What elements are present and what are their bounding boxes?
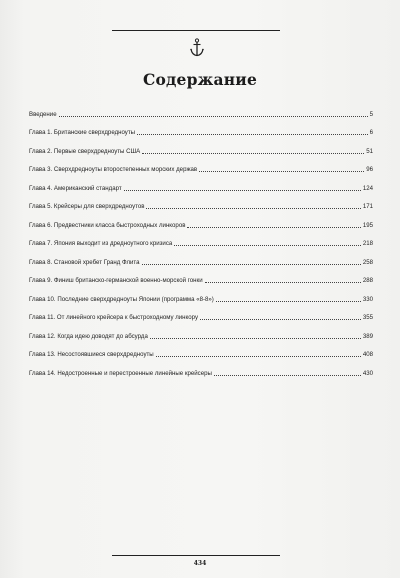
toc-entry-title: Глава 9. Финиш британско-германской военно-морской гонки xyxy=(29,277,203,284)
toc-entry xyxy=(29,211,373,230)
top-rule xyxy=(112,30,280,31)
toc-entry-title: Глава 11. От линейного крейсера к быстроходному линкору xyxy=(29,314,199,321)
dot-leader xyxy=(137,134,368,135)
toc-entry-title: Глава 5. Крейсеры для сверхдредноутов xyxy=(29,203,145,210)
dot-leader xyxy=(187,227,360,228)
dot-leader xyxy=(200,319,361,320)
toc-entry-page: 51 xyxy=(366,147,373,155)
toc-entry xyxy=(29,100,373,119)
toc-entry xyxy=(29,137,373,156)
toc-entry-page: 5 xyxy=(369,110,373,118)
toc-entry-page: 218 xyxy=(362,240,373,247)
toc-entry-page: 330 xyxy=(362,295,373,303)
toc-entry-title: Глава 3. Сверхдредноуты второстепенных морских держав xyxy=(29,166,198,173)
dot-leader xyxy=(214,375,361,376)
table-of-contents xyxy=(29,100,373,378)
dot-leader xyxy=(142,153,364,154)
toc-entry xyxy=(29,359,373,378)
toc-entry xyxy=(29,230,373,249)
toc-entry xyxy=(29,248,373,267)
toc-entry xyxy=(29,341,373,360)
toc-entry xyxy=(29,304,373,323)
anchor-icon xyxy=(189,38,205,58)
toc-entry-page: 430 xyxy=(362,369,373,377)
toc-entry-page: 171 xyxy=(362,203,373,210)
toc-entry-page: 124 xyxy=(362,184,373,192)
toc-entry-page: 258 xyxy=(362,258,373,266)
dot-leader xyxy=(146,208,360,209)
toc-entry-page: 355 xyxy=(362,314,373,321)
toc-entry-title: Глава 1. Британские сверхдредноуты xyxy=(29,129,136,136)
bottom-rule xyxy=(112,555,280,556)
toc-entry xyxy=(29,174,373,193)
dot-leader xyxy=(142,264,361,265)
dot-leader xyxy=(150,338,361,339)
page-number: 434 xyxy=(193,560,207,567)
toc-entry-title: Глава 4. Американский стандарт xyxy=(29,184,122,192)
dot-leader xyxy=(59,116,368,117)
toc-entry-page: 96 xyxy=(366,166,373,173)
toc-entry-title: Глава 6. Предвестники класса быстроходных линкоров xyxy=(29,221,186,229)
toc-entry xyxy=(29,285,373,304)
toc-entry xyxy=(29,322,373,341)
toc-entry-title: Глава 7. Япония выходит из дредноутного кризиса xyxy=(29,240,173,247)
toc-entry xyxy=(29,267,373,286)
dot-leader xyxy=(216,301,361,302)
toc-entry-title: Глава 10. Последние сверхдредноуты Японии (программа «8-8») xyxy=(29,295,214,303)
toc-entry-page: 6 xyxy=(369,129,373,136)
dot-leader xyxy=(205,282,361,283)
toc-entry-page: 389 xyxy=(362,332,373,340)
toc-entry xyxy=(29,193,373,212)
page-title: Содержание xyxy=(142,70,258,89)
toc-entry-page: 195 xyxy=(362,221,373,229)
dot-leader xyxy=(156,356,361,357)
dot-leader xyxy=(199,171,364,172)
toc-entry-page: 408 xyxy=(362,351,373,358)
toc-entry xyxy=(29,119,373,138)
dot-leader xyxy=(124,190,361,191)
toc-entry-title: Глава 8. Становой хребет Гранд Флита xyxy=(29,258,140,266)
toc-entry-title: Введение xyxy=(29,110,57,118)
toc-entry-title: Глава 2. Первые сверхдредноуты США xyxy=(29,147,141,155)
toc-entry-title: Глава 12. Когда идею доводят до абсурда xyxy=(29,332,148,340)
toc-entry xyxy=(29,156,373,175)
dot-leader xyxy=(174,245,361,246)
toc-entry-title: Глава 14. Недостроенные и перестроенные линейные крейсеры xyxy=(29,369,212,377)
toc-entry-title: Глава 13. Несостоявшиеся сверхдредноуты xyxy=(29,351,154,358)
toc-entry-page: 288 xyxy=(362,277,373,284)
